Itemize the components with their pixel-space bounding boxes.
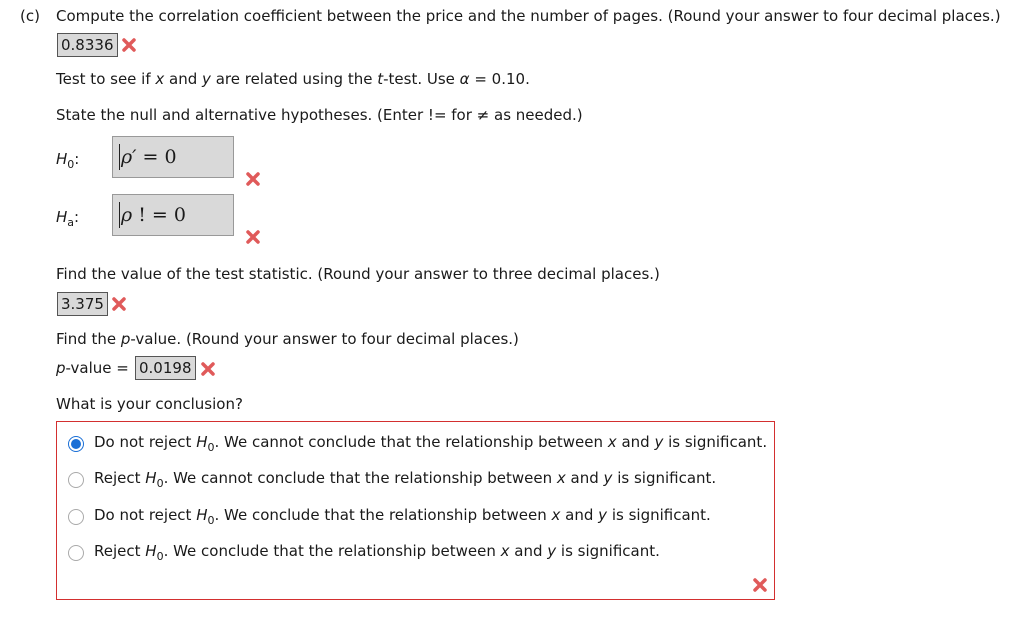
part-label: (c) bbox=[20, 7, 40, 25]
x-mark-icon bbox=[245, 171, 261, 187]
ha-input[interactable]: ρ ! = 0 bbox=[112, 194, 234, 236]
radio-button-icon[interactable] bbox=[68, 509, 84, 525]
x-mark-icon bbox=[111, 296, 127, 312]
ha-label: $H_a$: bbox=[56, 208, 80, 229]
option-do-not-reject-cannot-conclude[interactable]: Do not reject $H_0$. We cannot conclude that the relationship between x and y is significant. bbox=[68, 433, 767, 454]
radio-button-icon[interactable] bbox=[68, 436, 84, 452]
hypotheses-instruction: State the null and alternative hypotheses. (Enter != for ≠ as needed.) bbox=[56, 106, 583, 124]
option-reject-cannot-conclude[interactable]: Reject $H_0$. We cannot conclude that the relationship between x and y is significant. bbox=[68, 469, 716, 490]
radio-button-icon[interactable] bbox=[68, 472, 84, 488]
conclusion-options bbox=[56, 421, 775, 600]
p-value-question: Find the p-value. (Round your answer to four decimal places.) bbox=[56, 330, 519, 348]
x-mark-icon bbox=[245, 229, 261, 245]
conclusion-question: What is your conclusion? bbox=[56, 395, 243, 413]
correlation-question: Compute the correlation coefficient between the price and the number of pages. (Round your answer to four decimal places.) bbox=[56, 7, 1001, 25]
x-mark-icon bbox=[121, 37, 137, 53]
correlation-answer[interactable]: 0.8336 bbox=[57, 33, 118, 57]
x-mark-icon bbox=[752, 577, 768, 593]
option-reject-conclude[interactable]: Reject $H_0$. We conclude that the relationship between x and y is significant. bbox=[68, 542, 660, 563]
radio-button-icon[interactable] bbox=[68, 545, 84, 561]
x-mark-icon bbox=[200, 361, 216, 377]
h0-label: $H_0$: bbox=[56, 150, 80, 171]
ttest-instruction: Test to see if x and y are related using the t-test. Use α = 0.10. bbox=[56, 70, 530, 88]
h0-input[interactable]: ρ′ = 0 bbox=[112, 136, 234, 178]
option-do-not-reject-conclude[interactable]: Do not reject $H_0$. We conclude that the relationship between x and y is significant. bbox=[68, 506, 711, 527]
p-value-label: p-value = bbox=[56, 359, 129, 377]
p-value-answer[interactable]: 0.0198 bbox=[135, 356, 196, 380]
test-statistic-answer[interactable]: 3.375 bbox=[57, 292, 108, 316]
test-statistic-question: Find the value of the test statistic. (Round your answer to three decimal places.) bbox=[56, 265, 660, 283]
